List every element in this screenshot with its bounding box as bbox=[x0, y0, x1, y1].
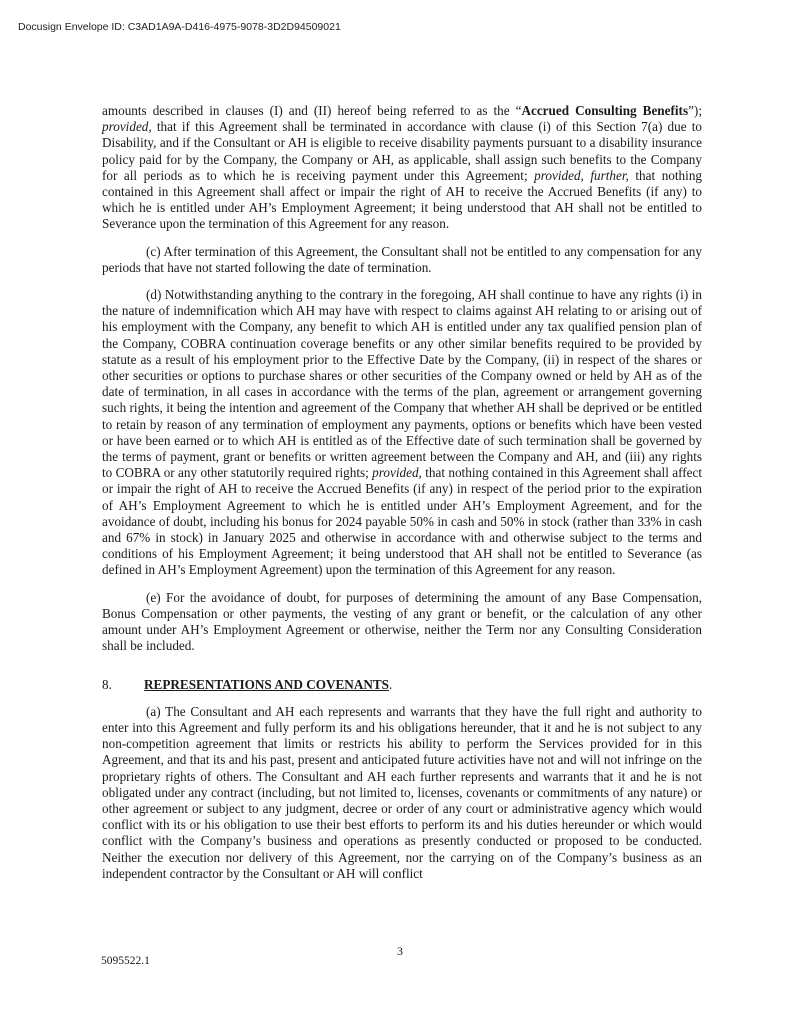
text-run: ”); bbox=[688, 103, 702, 118]
italic-proviso: provided, bbox=[102, 119, 152, 135]
paragraph-e: (e) For the avoidance of doubt, for purposes of determining the amount of any Base Compensation, Bonus Compensation or other payments, the vesting of any grant or benefit, or the calculation of any other amount under AH’s Employment Agreement or otherwise, neither the Term nor any Consulting Consideration shall be included. bbox=[102, 589, 702, 654]
section-title-period: . bbox=[389, 676, 393, 692]
text-run: that nothing contained in this Agreement shall affect or impair the right of AH to receive the Accrued Benefits (if any) to which he is entitled under AH’s Employment Agreement; it being understood that AH shall not be entitled to Severance upon the termination of this Agreement for any reason. bbox=[102, 167, 703, 232]
paragraph-accrued-benefits bbox=[102, 103, 702, 233]
paragraph-8a: (a) The Consultant and AH each represents and warrants that they have the full right and authority to enter into this Agreement and fully perform its and his obligations hereunder, that it and he is not subject to any non-competition agreement that limits or restricts his ability to perform the Services provided for in this Agreement, and that its and his past, present and anticipated future activities have not and will not infringe on the proprietary rights of others. The Consultant and AH each further represents and warrants that it and he is not obligated under any contract (including, but not limited to, licenses, covenants or commitments of any nature) or other agreement or subject to any judgment, decree or order of any court or administrative agency which would conflict with its or his obligation to use their best efforts to perform its and his duties hereunder or which would conflict with the Company’s business and operations as presently conducted or proposed to be conducted. Neither the execution nor delivery of this Agreement, nor the carrying on of the Company’s business as an independent contractor by the Consultant or AH will conflict bbox=[102, 703, 702, 881]
docusign-envelope-id: Docusign Envelope ID: C3AD1A9A-D416-4975-9078-3D2D94509021 bbox=[18, 21, 341, 33]
paragraph-c: (c) After termination of this Agreement, the Consultant shall not be entitled to any compensation for any periods that have not started following the date of termination. bbox=[102, 243, 702, 275]
text-run: that if this Agreement shall be terminated in accordance with clause (i) of this Section 7(a) due to Disability, and if the Consultant or AH is eligible to receive disability payments pursuant to a disability insurance policy paid for by the Company, the Company or AH, as applicable, shall assign such benefits to the Company for all periods as to which he is receiving payment under this Agreement; bbox=[102, 119, 702, 183]
section-heading bbox=[102, 677, 702, 693]
page-number: 3 bbox=[397, 944, 403, 958]
italic-proviso: provided, further, bbox=[534, 167, 629, 183]
section-title-wrap bbox=[144, 677, 392, 693]
text-run: that nothing contained in this Agreement shall affect or impair the right of AH to receive the Accrued Benefits (if any) in respect of the period prior to the expiration of AH’s Employment Agreement to which he is entitled under AH’s Employment Agreement, and for the avoidance of doubt, including his bonus for 2024 payable 50% in cash and 50% in stock (rather than 33% in cash and 67% in stock) in January 2025 and otherwise in accordance with and otherwise subject to the terms and conditions of his Employment Agreement; it being understood that AH shall not be entitled to Severance (as defined in AH’s Employment Agreement) upon the termination of this Agreement for any reason. bbox=[102, 465, 702, 578]
section-number: 8. bbox=[102, 676, 112, 692]
document-body bbox=[102, 103, 702, 882]
section-title: REPRESENTATIONS AND COVENANTS bbox=[144, 676, 389, 692]
text-run: (d) Notwithstanding anything to the contrary in the foregoing, AH shall continue to have any rights (i) in the nature of indemnification which AH may have with respect to claims against AH relating to or arising out of his employment with the Company, any benefit to which AH is entitled under any tax qualified pension plan of the Company, COBRA continuation coverage benefits or any other similar benefits required to be provided by statute as a result of his employment prior to the Effective Date by the Company, (ii) in respect of the shares or other securities or options to purchase shares or other securities of the Company owned or held by AH as of the date of termination, in all cases in accordance with the terms of the plan, agreement or arrangement governing such rights, it being the intention and agreement of the Company that whether AH shall be deprived or be entitled to retain by reason of any termination of employment any payments, options or benefits which have been vested or have been earned or to which AH is entitled as of the Effective date of such termination shall be governed by the terms of payment, grant or benefits or written agreement between the Company and AH, and (iii) any rights to COBRA or any other statutorily required rights; bbox=[102, 287, 702, 481]
paragraph-d bbox=[102, 287, 702, 579]
text-run: amounts described in clauses (I) and (II) hereof being referred to as the “ bbox=[102, 103, 522, 118]
italic-proviso: provided, bbox=[372, 465, 422, 481]
document-id: 5095522.1 bbox=[101, 955, 150, 967]
defined-term: Accrued Consulting Benefits bbox=[521, 103, 689, 118]
